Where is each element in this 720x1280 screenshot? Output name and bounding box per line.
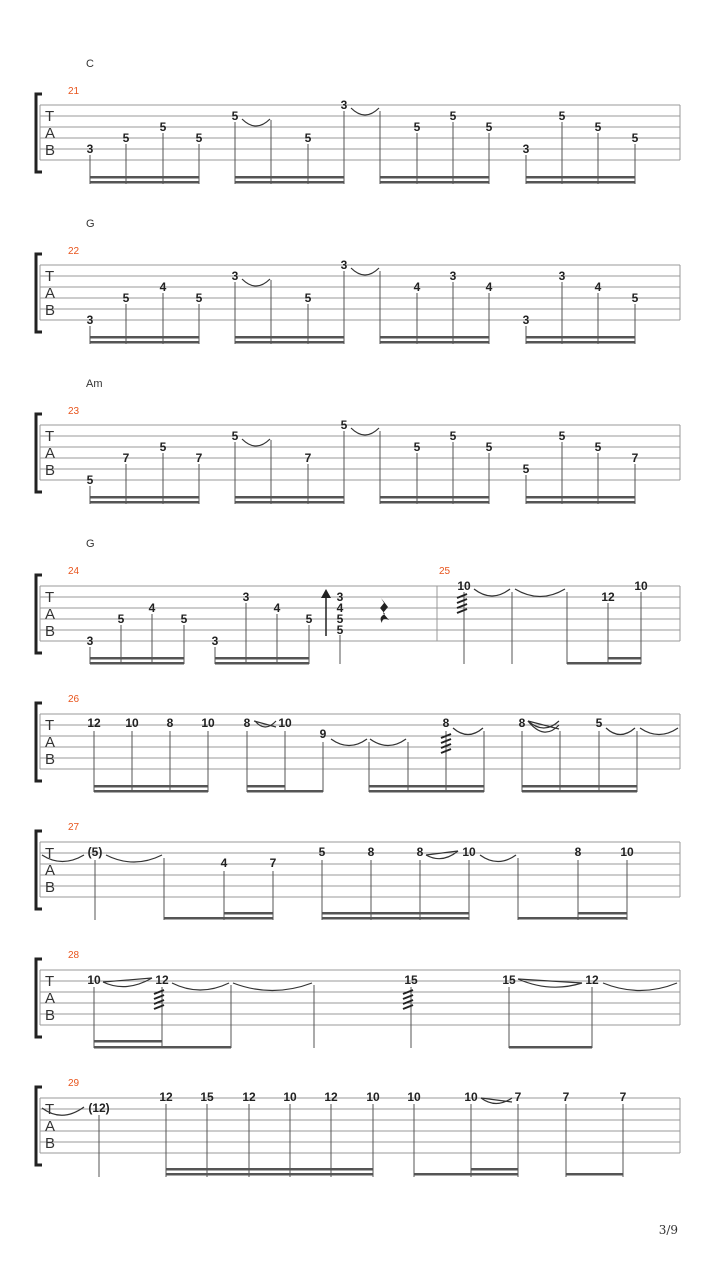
tab-clef-b: B xyxy=(45,462,56,479)
page-number: 3/9 xyxy=(658,1223,678,1237)
fret-number: 10 xyxy=(620,845,634,859)
measure-number: 28 xyxy=(68,950,80,961)
tab-clef-b: B xyxy=(45,879,56,896)
fret-number: 5 xyxy=(485,120,493,134)
fret-number: 10 xyxy=(366,1090,380,1104)
fret-numbers xyxy=(88,845,634,870)
fret-number: 10 xyxy=(87,973,101,987)
fret-number: 4 xyxy=(159,280,167,294)
note-stems xyxy=(94,985,592,1048)
fret-number: (12) xyxy=(88,1101,110,1115)
fret-number: 5 xyxy=(336,623,344,637)
note-stems xyxy=(95,858,627,920)
measure-number: 23 xyxy=(68,406,80,417)
fret-number: 5 xyxy=(449,429,457,443)
fret-number: 5 xyxy=(180,612,188,626)
system-6 xyxy=(36,822,680,920)
fret-number: 10 xyxy=(283,1090,297,1104)
fret-number: 3 xyxy=(558,269,566,283)
fret-number: 7 xyxy=(514,1090,522,1104)
fret-number: 10 xyxy=(407,1090,421,1104)
fret-number: 4 xyxy=(148,601,156,615)
fret-number: 5 xyxy=(122,131,130,145)
tab-staff xyxy=(40,425,680,480)
fret-number: 4 xyxy=(594,280,602,294)
beams xyxy=(94,1040,592,1049)
beams xyxy=(90,336,635,344)
note-stems xyxy=(90,111,635,184)
fret-number: 5 xyxy=(117,612,125,626)
fret-number: 10 xyxy=(201,716,215,730)
fret-number: 5 xyxy=(305,612,313,626)
tab-clef-t: T xyxy=(45,268,55,285)
tab-clef-t: T xyxy=(45,845,55,862)
tab-staff xyxy=(40,842,680,897)
ties xyxy=(242,268,379,286)
tab-clef-b: B xyxy=(45,142,56,159)
fret-number: 3 xyxy=(522,313,530,327)
fret-number: 8 xyxy=(518,716,526,730)
fret-number: 5 xyxy=(231,109,239,123)
tab-clef-a: A xyxy=(45,445,56,462)
beams xyxy=(94,785,637,793)
tab-staff xyxy=(40,105,680,160)
tab-clef-a: A xyxy=(45,990,56,1007)
fret-number: 10 xyxy=(634,579,648,593)
fret-number: 5 xyxy=(304,131,312,145)
fret-number: 5 xyxy=(631,131,639,145)
tab-clef-a: A xyxy=(45,862,56,879)
tab-clef-t: T xyxy=(45,428,55,445)
tab-clef-a: A xyxy=(45,734,56,751)
fret-number: 8 xyxy=(416,845,424,859)
fret-number: 12 xyxy=(242,1090,256,1104)
fret-number: 5 xyxy=(558,109,566,123)
fret-number: 5 xyxy=(122,291,130,305)
fret-number: 3 xyxy=(231,269,239,283)
fret-number: 7 xyxy=(562,1090,570,1104)
chord-symbol: G xyxy=(86,218,95,230)
fret-number: 5 xyxy=(340,418,348,432)
fret-number: 8 xyxy=(243,716,251,730)
fret-number: 3 xyxy=(86,142,94,156)
fret-numbers xyxy=(87,418,639,487)
ties xyxy=(242,428,379,446)
measure-number: 29 xyxy=(68,1078,80,1089)
beams xyxy=(166,1168,623,1176)
tab-clef-a: A xyxy=(45,285,56,302)
tab-clef-b: B xyxy=(45,623,56,640)
fret-number: 5 xyxy=(594,120,602,134)
fret-number: 7 xyxy=(122,451,130,465)
fret-number: 5 xyxy=(86,473,94,487)
fret-number: 5 xyxy=(318,845,326,859)
fret-number: 3 xyxy=(340,98,348,112)
fret-number: 12 xyxy=(601,590,615,604)
fret-number: 5 xyxy=(413,120,421,134)
fret-number: 4 xyxy=(220,856,228,870)
tab-clef-t: T xyxy=(45,589,55,606)
tab-clef-b: B xyxy=(45,302,56,319)
tab-clef-b: B xyxy=(45,1007,56,1024)
fret-number: 10 xyxy=(462,845,476,859)
note-stems xyxy=(90,592,641,664)
fret-number: 7 xyxy=(619,1090,627,1104)
tab-staff xyxy=(40,970,680,1025)
fret-number: 5 xyxy=(336,612,344,626)
fret-number: 10 xyxy=(125,716,139,730)
fret-number: 3 xyxy=(86,634,94,648)
fret-number: 5 xyxy=(595,716,603,730)
system-1 xyxy=(36,58,680,184)
tab-staff xyxy=(40,1098,680,1153)
fret-number: 15 xyxy=(404,973,418,987)
chord-symbol: C xyxy=(86,58,94,70)
fret-number: 5 xyxy=(485,440,493,454)
fret-number: 10 xyxy=(457,579,471,593)
tab-clef-a: A xyxy=(45,125,56,142)
tab-clef-a: A xyxy=(45,1118,56,1135)
fret-number: 9 xyxy=(319,727,327,741)
fret-number: 10 xyxy=(278,716,292,730)
system-5 xyxy=(36,694,680,793)
fret-numbers xyxy=(88,1090,626,1115)
fret-number: 12 xyxy=(159,1090,173,1104)
fret-number: 7 xyxy=(631,451,639,465)
fret-number: 4 xyxy=(485,280,493,294)
tab-staff xyxy=(40,265,680,320)
fret-number: 7 xyxy=(304,451,312,465)
fret-number: 5 xyxy=(195,291,203,305)
fret-number: 5 xyxy=(522,462,530,476)
fret-number: 3 xyxy=(522,142,530,156)
fret-number: 8 xyxy=(367,845,375,859)
fret-number: 5 xyxy=(631,291,639,305)
fret-number: 5 xyxy=(558,429,566,443)
system-3 xyxy=(36,378,680,504)
fret-numbers xyxy=(87,258,639,327)
ties xyxy=(242,108,379,126)
note-stems xyxy=(99,1104,623,1177)
fret-number: 5 xyxy=(304,291,312,305)
fret-number: 5 xyxy=(159,440,167,454)
fret-number: 5 xyxy=(594,440,602,454)
tab-clef-b: B xyxy=(45,751,56,768)
strum-up-arrow xyxy=(321,589,331,636)
fret-number: 3 xyxy=(211,634,219,648)
note-stems xyxy=(90,271,635,344)
fret-numbers xyxy=(87,716,602,741)
beams xyxy=(164,912,627,920)
fret-number: 5 xyxy=(195,131,203,145)
fret-number: 5 xyxy=(413,440,421,454)
system-7 xyxy=(36,950,680,1049)
fret-number: 3 xyxy=(449,269,457,283)
note-stems xyxy=(90,431,635,504)
fret-number: 4 xyxy=(336,601,344,615)
fret-number: 3 xyxy=(336,590,344,604)
fret-number: 3 xyxy=(86,313,94,327)
beams xyxy=(90,176,635,184)
fret-number: 5 xyxy=(159,120,167,134)
chord-symbol: Am xyxy=(86,378,103,390)
fret-number: 4 xyxy=(413,280,421,294)
ties xyxy=(42,1098,512,1115)
fret-number: 15 xyxy=(200,1090,214,1104)
fret-number: 15 xyxy=(502,973,516,987)
fret-number: 7 xyxy=(269,856,277,870)
fret-number: 7 xyxy=(195,451,203,465)
chord-symbol: G xyxy=(86,538,95,550)
fret-number: (5) xyxy=(87,845,103,859)
beams xyxy=(90,657,641,665)
fret-number: 4 xyxy=(273,601,281,615)
fret-number: 8 xyxy=(442,716,450,730)
system-8 xyxy=(36,1078,680,1177)
tab-clef-t: T xyxy=(45,717,55,734)
tab-staff xyxy=(40,586,680,641)
measure-number: 27 xyxy=(68,822,80,833)
measure-number: 24 xyxy=(68,566,80,577)
fret-number: 12 xyxy=(87,716,101,730)
tremolo-picking xyxy=(154,990,413,1009)
fret-number: 5 xyxy=(231,429,239,443)
beams xyxy=(90,496,635,504)
fret-number: 5 xyxy=(449,109,457,123)
tab-clef-t: T xyxy=(45,108,55,125)
tab-clef-t: T xyxy=(45,973,55,990)
measure-number: 25 xyxy=(439,566,451,577)
fret-number: 3 xyxy=(340,258,348,272)
fret-number: 12 xyxy=(324,1090,338,1104)
fret-numbers xyxy=(87,973,599,987)
tab-clef-t: T xyxy=(45,1101,55,1118)
fret-number: 12 xyxy=(155,973,169,987)
ties xyxy=(474,589,565,597)
measure-number: 21 xyxy=(68,86,80,97)
fret-number: 8 xyxy=(166,716,174,730)
system-2 xyxy=(36,218,680,344)
tab-clef-a: A xyxy=(45,606,56,623)
measure-number: 26 xyxy=(68,694,80,705)
fret-number: 8 xyxy=(574,845,582,859)
fret-number: 12 xyxy=(585,973,599,987)
system-4 xyxy=(36,538,680,665)
fret-number: 10 xyxy=(464,1090,478,1104)
tab-clef-b: B xyxy=(45,1135,56,1152)
measure-number: 22 xyxy=(68,246,80,257)
fret-number: 3 xyxy=(242,590,250,604)
